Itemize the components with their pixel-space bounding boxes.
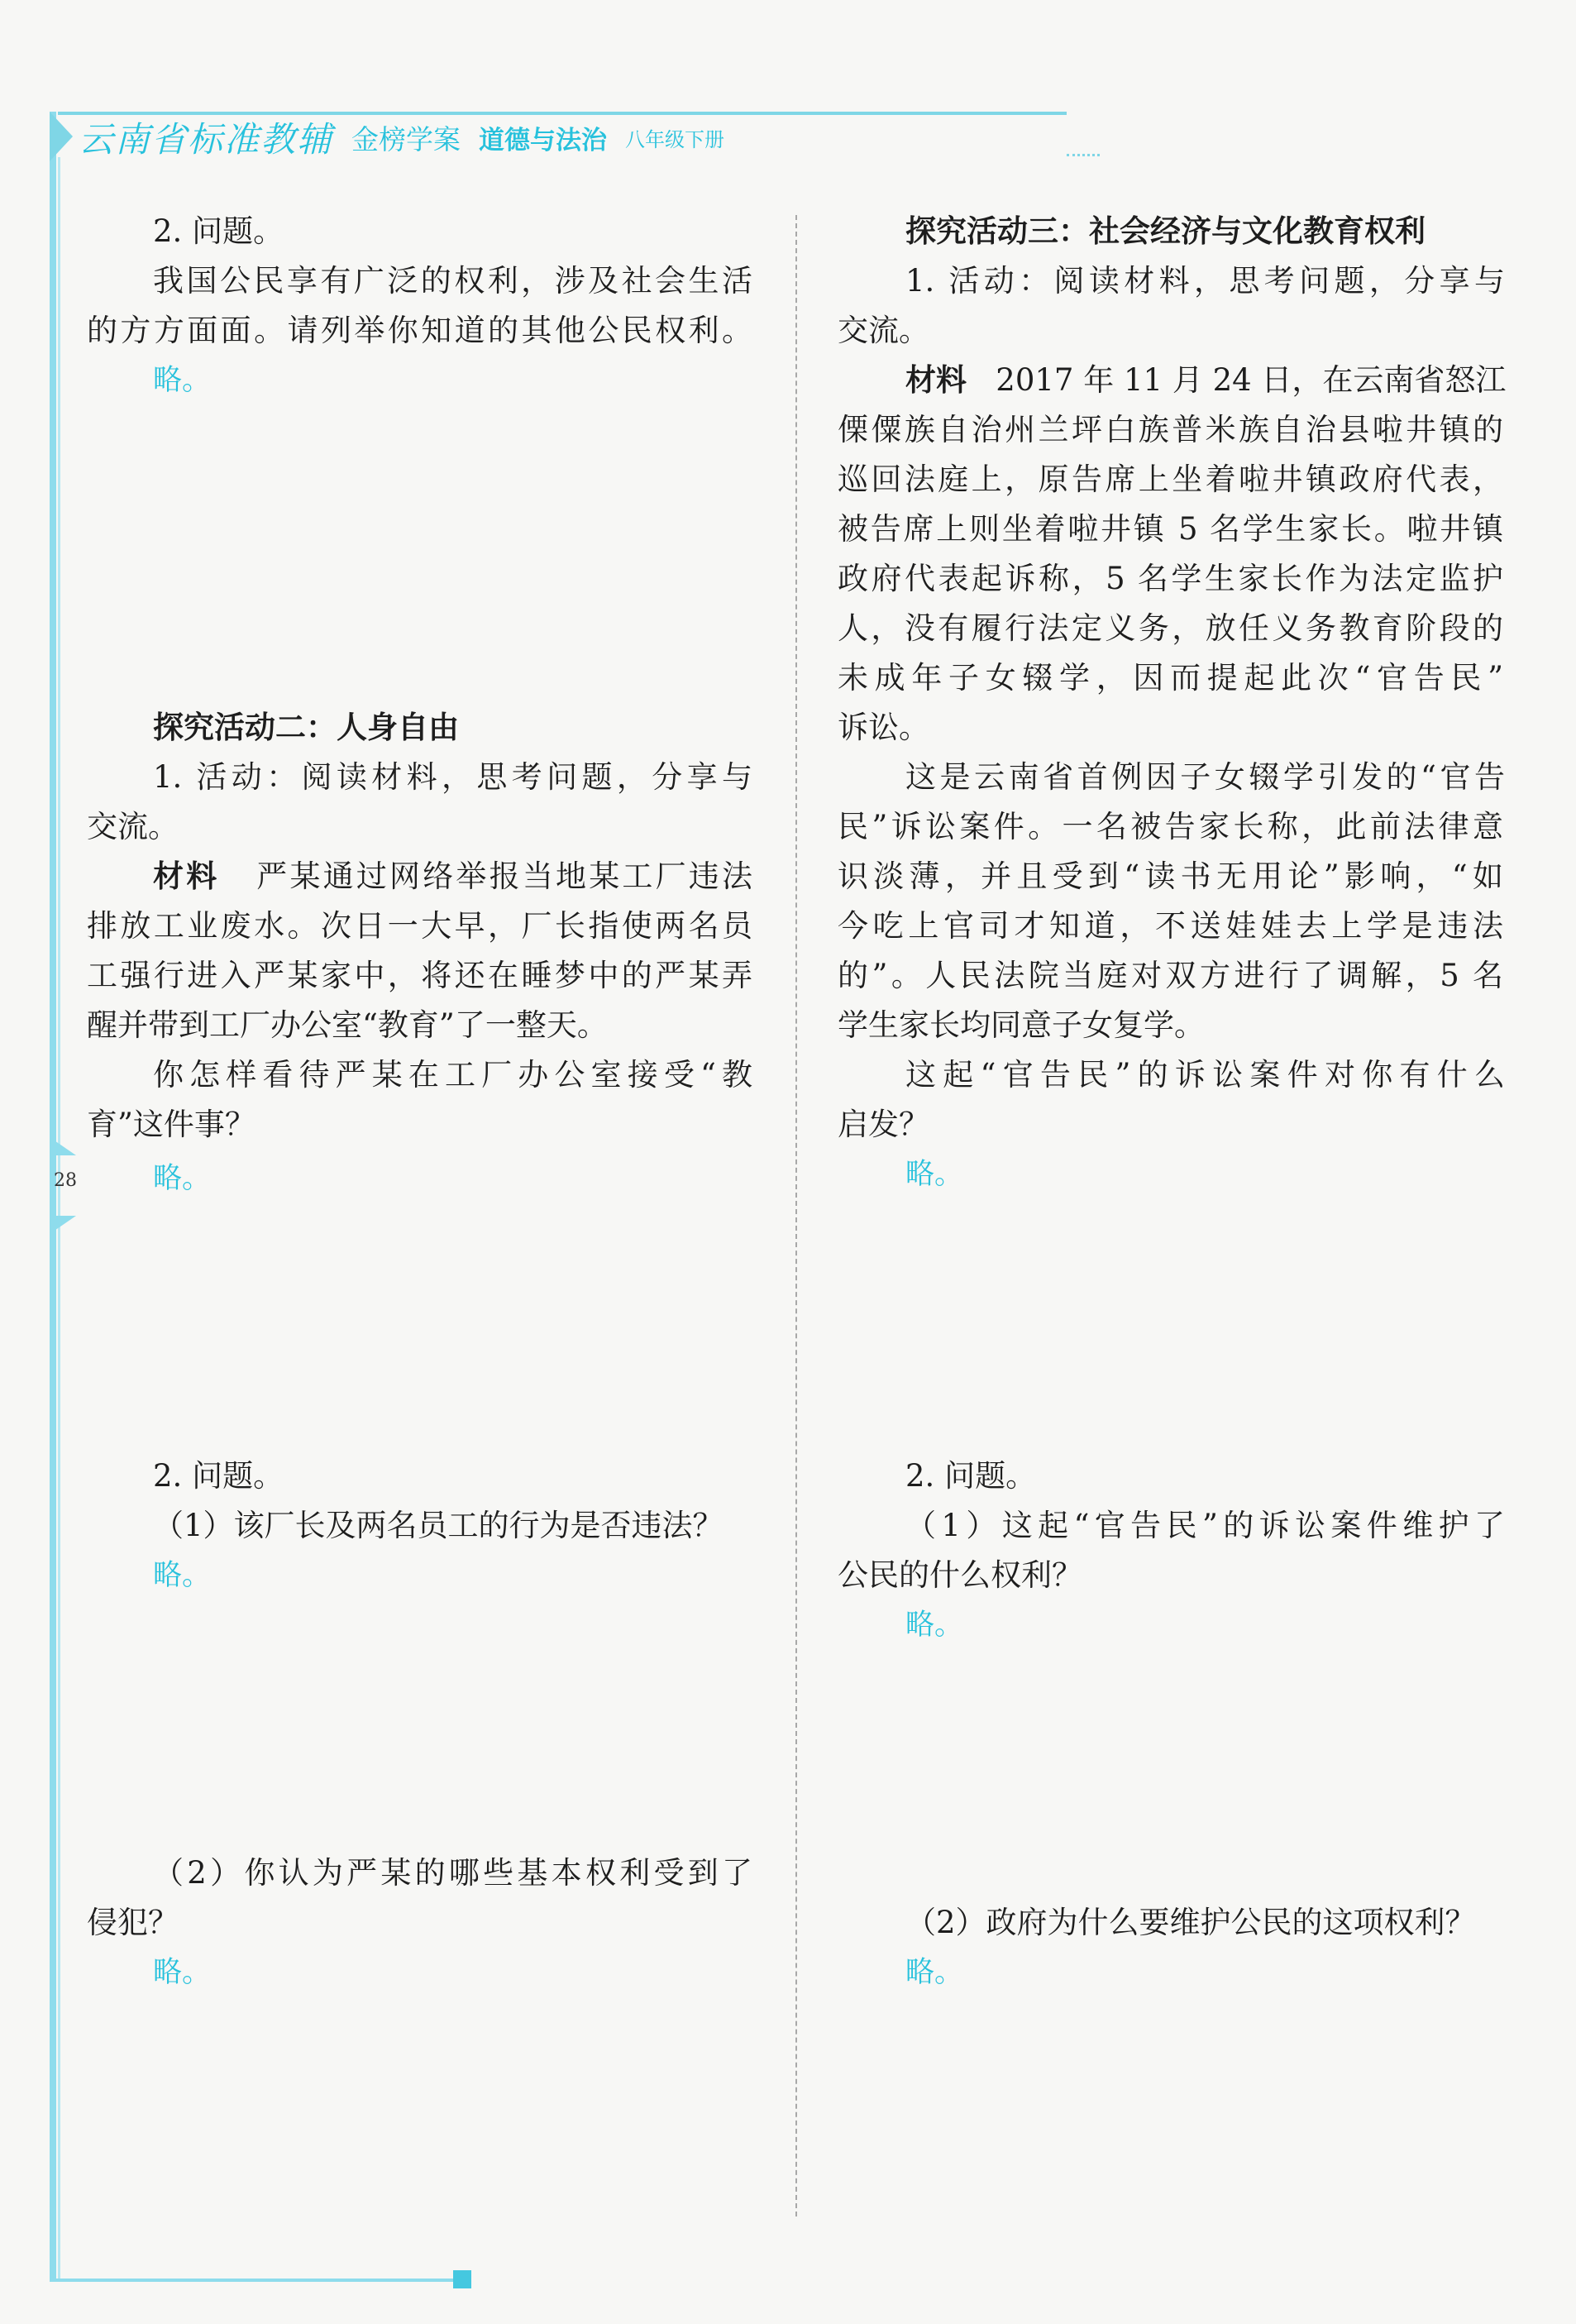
right-para2-line6: 学生家长均同意子女复学。 — [838, 1007, 1205, 1043]
right-question-line1: 这起“官告民”的诉讼案件对你有什么 — [905, 1057, 1505, 1093]
left-q2-answer: 略。 — [153, 364, 212, 397]
left-answer2: 略。 — [153, 1559, 212, 1592]
left-q2-title: 2. 问题。 — [153, 213, 284, 249]
left-answer3: 略。 — [153, 1956, 212, 1989]
left-q2b-2-line1: （2）你认为严某的哪些基本权利受到了 — [153, 1855, 752, 1891]
header-brand: 云南省标准教辅 — [79, 119, 334, 160]
left-material-line1 — [153, 852, 752, 901]
left-material-text1: 严某通过网络举报当地某工厂违法 — [256, 858, 752, 894]
page-tab-bottom — [50, 1216, 76, 1234]
right-act3-task-line2: 交流。 — [838, 313, 929, 348]
left-material-label: 材料 — [153, 858, 220, 894]
right-material-line2: 傈僳族自治州兰坪白族普米族自治县啦井镇的 — [838, 412, 1503, 447]
right-para2-line3: 识淡薄，并且受到“读书无用论”影响，“如 — [838, 858, 1503, 894]
left-answer1: 略。 — [153, 1162, 212, 1195]
right-answer3: 略。 — [905, 1956, 964, 1989]
left-q2b-title: 2. 问题。 — [153, 1458, 284, 1494]
right-act3-task-line1: 1. 活动：阅读材料，思考问题，分享与 — [905, 263, 1505, 299]
right-activity3-heading: 探究活动三：社会经济与文化教育权利 — [905, 213, 1426, 249]
right-para2-line1: 这是云南省首例因子女辍学引发的“官告 — [905, 759, 1505, 795]
left-q2b-2-line2: 侵犯？ — [87, 1905, 179, 1940]
right-q2-1-line2: 公民的什么权利？ — [838, 1557, 1082, 1593]
right-material-line6: 人，没有履行法定义务，放任义务教育阶段的 — [838, 610, 1503, 646]
header-series: 金榜学案 — [351, 122, 461, 155]
header-dots — [1067, 154, 1100, 160]
left-q2-line2: 的方方面面。请列举你知道的其他公民权利。 — [87, 313, 752, 348]
page-tab-top — [50, 1137, 76, 1155]
left-act2-task-line2: 交流。 — [87, 809, 179, 844]
left-border — [50, 112, 56, 2279]
left-q2-line1: 我国公民享有广泛的权利，涉及社会生活 — [153, 263, 752, 299]
right-answer1: 略。 — [905, 1158, 964, 1191]
left-act2-task-line1: 1. 活动：阅读材料，思考问题，分享与 — [153, 759, 752, 795]
page-number: 28 — [54, 1170, 77, 1191]
right-q2-title: 2. 问题。 — [905, 1458, 1037, 1494]
column-divider — [795, 215, 797, 2216]
corner-square — [453, 2270, 471, 2288]
right-material-line8: 诉讼。 — [838, 710, 929, 745]
left-activity2-heading: 探究活动二：人身自由 — [153, 710, 459, 745]
right-q2-1-line1: （1）这起“官告民”的诉讼案件维护了 — [905, 1508, 1505, 1543]
left-question-line1: 你怎样看待严某在工厂办公室接受“教 — [153, 1057, 752, 1093]
right-material-line4: 被告席上则坐着啦井镇 5 名学生家长。啦井镇 — [838, 511, 1503, 547]
left-material-line3: 工强行进入严某家中，将还在睡梦中的严某弄 — [87, 958, 752, 993]
right-material-label: 材料 — [905, 362, 967, 398]
right-para2-line2: 民”诉讼案件。一名被告家长称，此前法律意 — [838, 809, 1503, 844]
right-para2-line4: 今吃上官司才知道，不送娃娃去上学是违法 — [838, 908, 1503, 944]
right-question-line2: 启发？ — [838, 1107, 929, 1142]
right-material-line5: 政府代表起诉称，5 名学生家长作为法定监护 — [838, 561, 1503, 596]
running-header — [79, 114, 724, 160]
right-answer2: 略。 — [905, 1609, 964, 1642]
right-material-line7: 未成年子女辍学，因而提起此次“官告民” — [838, 660, 1503, 696]
left-material-line2: 排放工业废水。次日一大早，厂长指使两名员 — [87, 908, 752, 944]
left-material-line4: 醒并带到工厂办公室“教育”了一整天。 — [87, 1007, 608, 1043]
header-subject: 道德与法治 — [479, 125, 608, 155]
header-arrow-icon — [50, 112, 73, 161]
right-material-line1 — [905, 356, 1505, 405]
left-q2b-1: （1）该厂长及两名员工的行为是否违法？ — [153, 1508, 724, 1543]
right-material-text1: 2017 年 11 月 24 日，在云南省怒江 — [996, 362, 1507, 398]
right-q2-2: （2）政府为什么要维护公民的这项权利？ — [905, 1905, 1476, 1940]
right-material-line3: 巡回法庭上，原告席上坐着啦井镇政府代表， — [838, 461, 1503, 497]
bottom-border — [50, 2279, 463, 2282]
right-para2-line5: 的”。人民法院当庭对双方进行了调解，5 名 — [838, 958, 1503, 993]
header-grade: 八年级下册 — [625, 127, 725, 151]
left-question-line2: 育”这件事？ — [87, 1107, 256, 1142]
